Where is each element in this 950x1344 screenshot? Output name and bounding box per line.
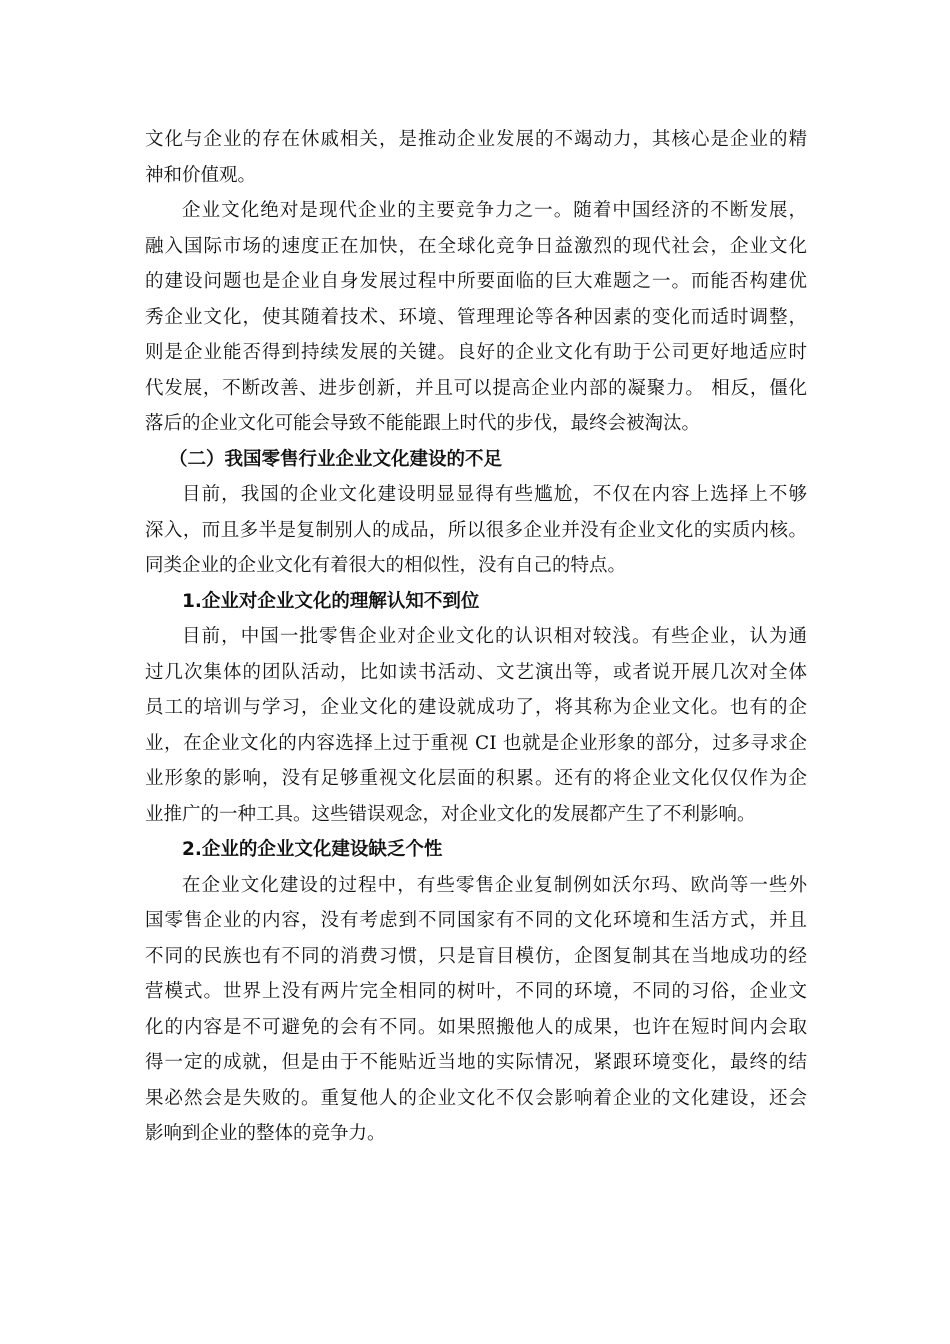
text-line: 融入国际市场的速度正在加快，在全球化竞争日益激烈的现代社会，企业文化 — [145, 235, 807, 257]
text-line: 神和价值观。 — [145, 164, 257, 186]
text-line: 业推广的一种工具。这些错误观念，对企业文化的发展都产生了不利影响。 — [145, 803, 756, 825]
section-heading: （二）我国零售行业企业文化建设的不足 — [169, 448, 503, 470]
paragraph-first-line: 企业文化绝对是现代企业的主要竞争力之一。随着中国经济的不断发展， — [182, 200, 807, 221]
text-line: 不同的民族也有不同的消费习惯，只是盲目模仿，企图复制其在当地成功的经 — [145, 945, 807, 967]
text-line: 业形象的影响，没有足够重视文化层面的积累。还有的将企业文化仅仅作为企 — [145, 768, 807, 789]
subsection-heading: 1.企业对企业文化的理解认知不到位 — [182, 590, 480, 612]
text-line: 文化与企业的存在休戚相关，是推动企业发展的不竭动力，其核心是企业的精 — [145, 129, 807, 150]
text-line: 深入，而且多半是复制别人的成品，所以很多企业并没有企业文化的实质内核。 — [145, 519, 807, 541]
text-line: 化的内容是不可避免的会有不同。如果照搬他人的成果，也许在短时间内会取 — [145, 1016, 807, 1038]
paragraph-first-line: 目前，中国一批零售企业对企业文化的认识相对较浅。有些企业，认为通 — [182, 626, 807, 647]
text-line: 落后的企业文化可能会导致不能能跟上时代的步伐，最终会被淘汰。 — [145, 413, 701, 434]
text-line: 国零售企业的内容，没有考虑到不同国家有不同的文化环境和生活方式，并且 — [145, 910, 807, 931]
text-line: 果必然会是失败的。重复他人的企业文化不仅会影响着企业的文化建设，还会 — [145, 1087, 807, 1109]
text-line: 同类企业的企业文化有着很大的相似性，没有自己的特点。 — [145, 555, 627, 576]
text-line: 员工的培训与学习，企业文化的建设就成功了，将其称为企业文化。也有的企 — [145, 697, 807, 718]
paragraph-first-line: 目前，我国的企业文化建设明显显得有些尴尬，不仅在内容上选择上不够 — [182, 484, 807, 505]
subsection-heading: 2.企业的企业文化建设缺乏个性 — [182, 839, 443, 860]
document-body — [145, 122, 807, 1152]
text-line: 过几次集体的团队活动，比如读书活动、文艺演出等，或者说开展几次对全体 — [145, 661, 807, 683]
text-line: 秀企业文化，使其随着技术、环境、管理理论等各种因素的变化而适时调整， — [145, 306, 807, 328]
text-line: 营模式。世界上没有两片完全相同的树叶，不同的环境，不同的习俗，企业文 — [145, 981, 807, 1002]
text-line: 则是企业能否得到持续发展的关键。良好的企业文化有助于公司更好地适应时 — [145, 342, 807, 363]
text-line: 影响到企业的整体的竞争力。 — [145, 1123, 386, 1144]
text-line: 得一定的成就，但是由于不能贴近当地的实际情况，紧跟环境变化，最终的结 — [145, 1052, 807, 1073]
text-line: 代发展，不断改善、进步创新，并且可以提高企业内部的凝聚力。 相反，僵化 — [145, 377, 807, 399]
text-line: 的建设问题也是企业自身发展过程中所要面临的巨大难题之一。而能否构建优 — [145, 271, 807, 292]
text-line: 业，在企业文化的内容选择上过于重视 CI 也就是企业形象的部分，过多寻求企 — [145, 732, 807, 754]
paragraph-first-line: 在企业文化建设的过程中，有些零售企业复制例如沃尔玛、欧尚等一些外 — [182, 874, 807, 896]
